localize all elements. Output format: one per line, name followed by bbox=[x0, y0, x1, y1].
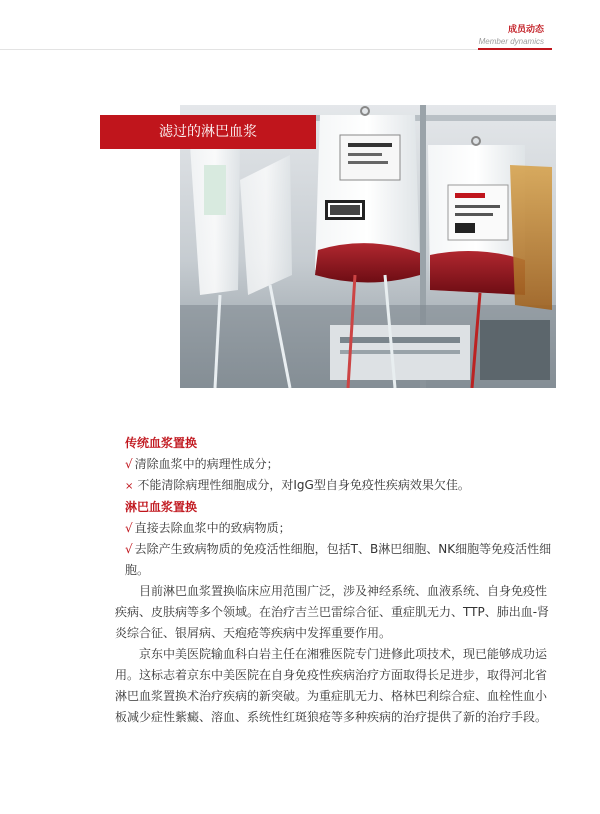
section-title-lymph: 淋巴血浆置换 bbox=[125, 500, 198, 514]
article-body bbox=[115, 433, 555, 728]
list-item bbox=[115, 454, 555, 475]
body-paragraph: 目前淋巴血浆置换临床应用范围广泛，涉及神经系统、血液系统、自身免疫性疾病、皮肤病等多个领域。在治疗吉兰巴雷综合征、重症肌无力、TTP、肺出血-肾炎综合征、银屑病、天疱疮等疾病中发挥重要作用。 bbox=[115, 584, 550, 640]
header-divider bbox=[0, 49, 552, 50]
section-title-traditional: 传统血浆置换 bbox=[125, 436, 198, 450]
list-item bbox=[115, 539, 555, 581]
check-mark-icon: √ bbox=[125, 457, 133, 471]
header-section-subtitle: Member dynamics bbox=[478, 37, 544, 46]
list-item bbox=[115, 518, 555, 539]
check-mark-icon: √ bbox=[125, 542, 133, 556]
list-item bbox=[115, 475, 555, 497]
list-item-text: 直接去除血浆中的致病物质； bbox=[134, 521, 291, 535]
header-divider-accent bbox=[478, 48, 552, 50]
check-mark-icon: √ bbox=[125, 521, 133, 535]
header-section-title: 成员动态 bbox=[507, 25, 544, 35]
list-item-text: 清除血浆中的病理性成分； bbox=[134, 457, 279, 471]
body-paragraph: 京东中美医院输血科白岩主任在湘雅医院专门进修此项技术，现已能够成功运用。这标志着京东中美医院在自身免疫性疾病治疗方面取得长足进步，取得河北省淋巴血浆置换术治疗疾病的新突破。为重症肌无力、格林巴利综合症、血栓性血小板减少症性紫癜、溶血、系统性红斑狼疮等多种疾病的治疗提供了新的治疗手段。 bbox=[115, 647, 548, 724]
list-item-text: 不能清除病理性细胞成分，对IgG型自身免疫性疾病效果欠佳。 bbox=[137, 478, 470, 492]
list-item-text: 去除产生致病物质的免疫活性细胞，包括T、B淋巴细胞、NK细胞等免疫活性细胞。 bbox=[125, 542, 552, 577]
figure-caption: 滤过的淋巴血浆 bbox=[100, 115, 316, 149]
cross-mark-icon: × bbox=[125, 481, 134, 492]
